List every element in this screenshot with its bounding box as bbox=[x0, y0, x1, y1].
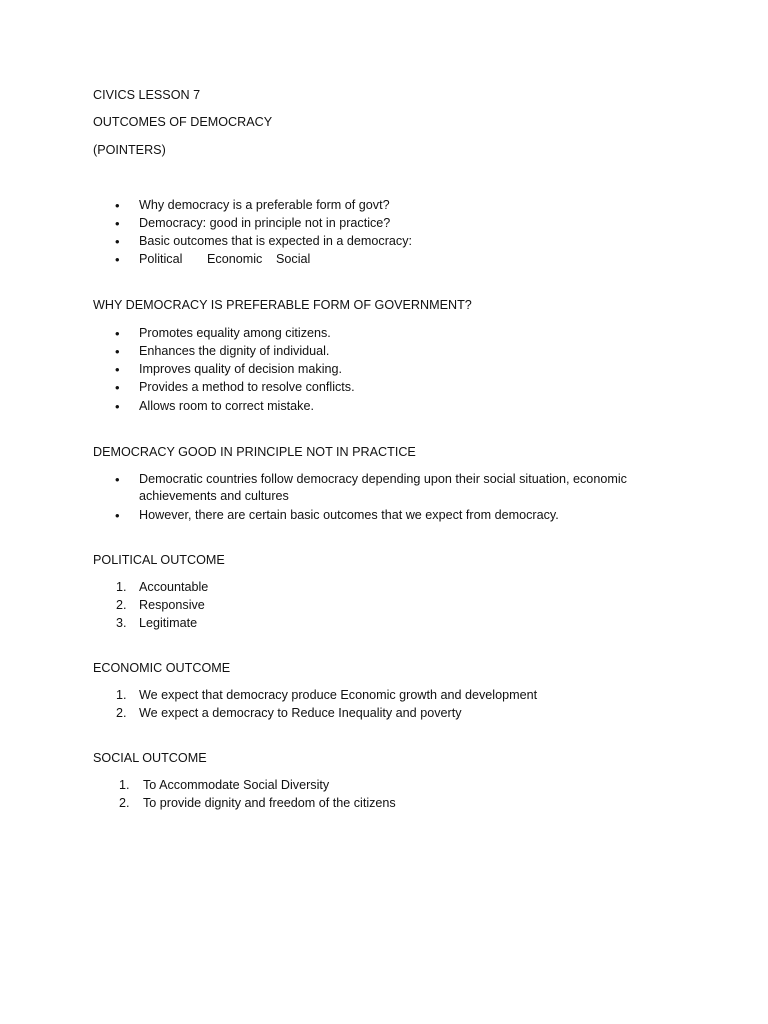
list-item: Improves quality of decision making. bbox=[139, 362, 342, 376]
section-heading-economic: ECONOMIC OUTCOME bbox=[93, 661, 231, 675]
section-heading-social: SOCIAL OUTCOME bbox=[93, 751, 207, 765]
bullet-marker: • bbox=[115, 216, 120, 231]
outcome-type-political: Political bbox=[139, 252, 183, 266]
list-number: 2. bbox=[116, 598, 127, 612]
list-number: 1. bbox=[116, 580, 127, 594]
bullet-marker: • bbox=[115, 472, 120, 487]
list-item: To provide dignity and freedom of the citizens bbox=[143, 796, 396, 810]
bullet-marker: • bbox=[115, 362, 120, 377]
list-number: 3. bbox=[116, 616, 127, 630]
list-item: Accountable bbox=[139, 580, 209, 594]
list-item: Promotes equality among citizens. bbox=[139, 326, 331, 340]
bullet-marker: • bbox=[115, 252, 120, 267]
document-title: OUTCOMES OF DEMOCRACY bbox=[93, 115, 273, 129]
pointer-item: Why democracy is a preferable form of govt? bbox=[139, 198, 390, 212]
pointer-item: Democracy: good in principle not in practice? bbox=[139, 216, 391, 230]
list-item: Legitimate bbox=[139, 616, 198, 630]
section-heading-political: POLITICAL OUTCOME bbox=[93, 553, 225, 567]
bullet-marker: • bbox=[115, 198, 120, 213]
list-item: Responsive bbox=[139, 598, 205, 612]
bullet-marker: • bbox=[115, 234, 120, 249]
outcome-types-row bbox=[139, 252, 310, 267]
list-item: Democratic countries follow democracy depending upon their social situation, economic achievements and cultures bbox=[139, 472, 627, 503]
list-number: 2. bbox=[119, 796, 130, 810]
bullet-marker: • bbox=[115, 399, 120, 414]
list-number: 1. bbox=[116, 688, 127, 702]
list-item: Provides a method to resolve conflicts. bbox=[139, 380, 355, 394]
bullet-marker: • bbox=[115, 380, 120, 395]
list-item: We expect that democracy produce Economic growth and development bbox=[139, 688, 538, 702]
outcome-type-economic: Economic bbox=[207, 252, 263, 266]
list-item: Enhances the dignity of individual. bbox=[139, 344, 330, 358]
list-item: We expect a democracy to Reduce Inequality and poverty bbox=[139, 706, 462, 720]
bullet-marker: • bbox=[115, 508, 120, 523]
list-number: 1. bbox=[119, 778, 130, 792]
list-item: However, there are certain basic outcomes that we expect from democracy. bbox=[139, 508, 559, 522]
bullet-marker: • bbox=[115, 326, 120, 341]
section-heading-good-in-principle: DEMOCRACY GOOD IN PRINCIPLE NOT IN PRACTICE bbox=[93, 445, 416, 459]
list-number: 2. bbox=[116, 706, 127, 720]
list-item: To Accommodate Social Diversity bbox=[143, 778, 330, 792]
list-item: Allows room to correct mistake. bbox=[139, 399, 314, 413]
outcome-type-social: Social bbox=[276, 252, 311, 266]
lesson-label: CIVICS LESSON 7 bbox=[93, 88, 201, 102]
section-heading-why-preferable: WHY DEMOCRACY IS PREFERABLE FORM OF GOVERNMENT? bbox=[93, 298, 472, 312]
document-subtitle: (POINTERS) bbox=[93, 143, 166, 157]
pointer-item: Basic outcomes that is expected in a democracy: bbox=[139, 234, 412, 248]
bullet-marker: • bbox=[115, 344, 120, 359]
